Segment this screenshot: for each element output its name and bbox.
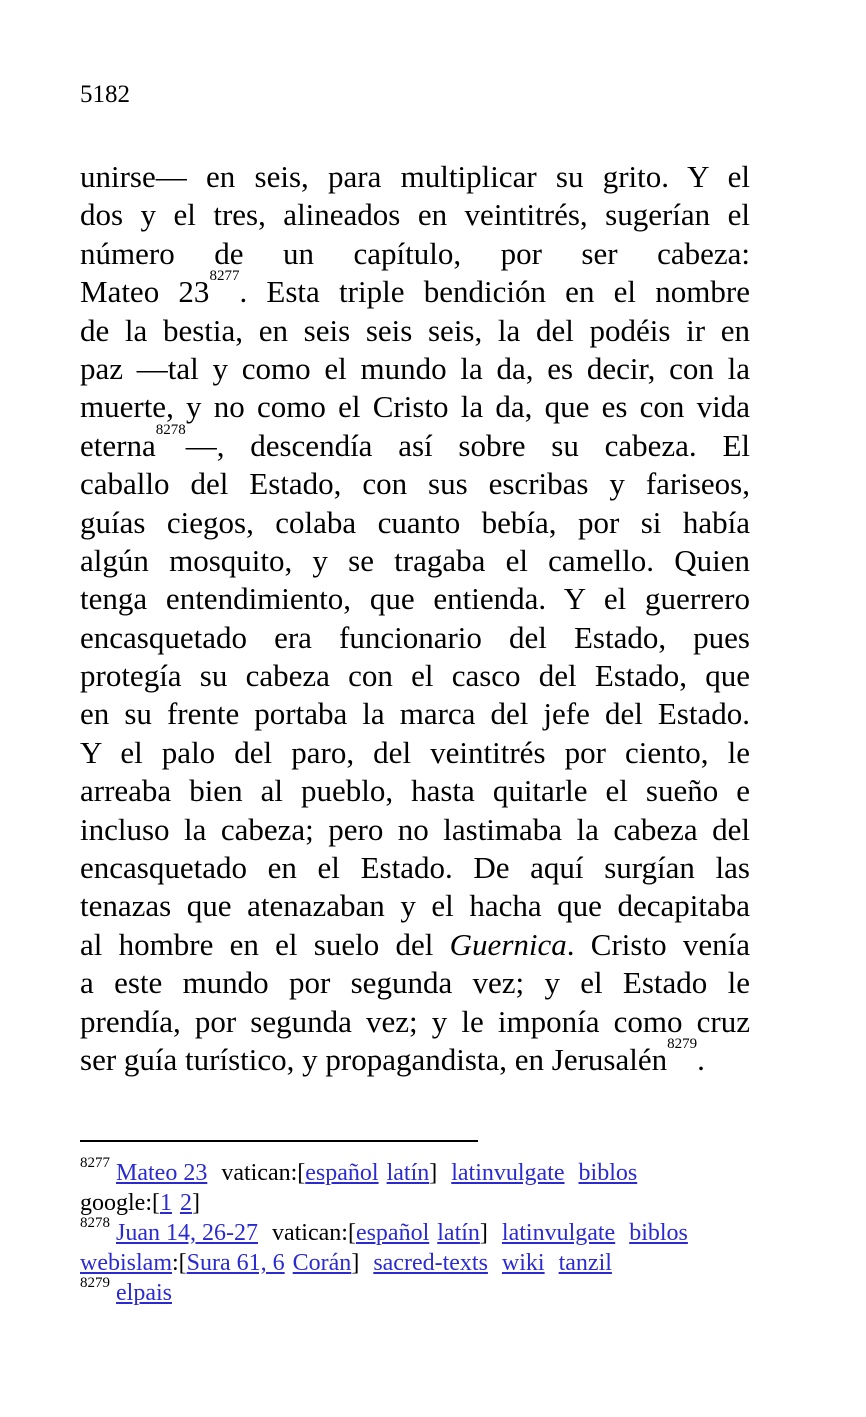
link-tanzil[interactable]: tanzil — [558, 1250, 612, 1276]
footnote-8277 — [80, 1155, 780, 1188]
text-fragment: al hombre en el suelo del — [80, 926, 450, 962]
text-line: de la bestia, en seis seis seis, la del podéis ir en — [80, 312, 750, 348]
text-line: a este mundo por segunda vez; y el Estado le — [80, 965, 750, 1001]
link-wiki[interactable]: wiki — [501, 1250, 545, 1276]
footnote-ref-8277: 8277 — [209, 268, 240, 285]
text-line: unirse— en seis, para multiplicar su grito. Y el — [80, 159, 750, 194]
link-biblos[interactable]: biblos — [578, 1160, 638, 1186]
link-sura-61[interactable]: Sura 61, 6 — [186, 1250, 285, 1276]
footnote-8278-islam — [80, 1248, 780, 1278]
link-vatican-espanol[interactable]: español — [305, 1160, 379, 1186]
bracket-close: ] — [479, 1220, 488, 1246]
footnote-8277-google — [80, 1188, 780, 1218]
footnotes — [80, 1155, 780, 1308]
text-line: en su frente portaba la marca del jefe del Estado. — [80, 696, 750, 732]
link-sacred-texts[interactable]: sacred-texts — [373, 1250, 488, 1276]
link-coran[interactable]: Corán — [292, 1250, 352, 1276]
text-line: guías ciegos, colaba cuanto bebía, por si había — [80, 504, 750, 540]
footnote-8278 — [80, 1215, 780, 1248]
link-vatican-latin[interactable]: latín — [437, 1220, 480, 1246]
google-label: google:[ — [80, 1190, 160, 1216]
bracket-close: ] — [351, 1250, 360, 1276]
text-fragment: Mateo 23 — [80, 274, 210, 310]
vatican-label: vatican:[ — [221, 1160, 306, 1186]
body-paragraph — [80, 158, 750, 1079]
text-fragment: . — [697, 1041, 705, 1077]
link-google-1[interactable]: 1 — [159, 1190, 172, 1216]
page-number: 5182 — [80, 81, 130, 108]
text-line: muerte, y no como el Cristo la da, que es con vida — [80, 389, 750, 425]
link-juan-14[interactable]: Juan 14, 26-27 — [116, 1220, 258, 1246]
text-line — [80, 268, 750, 311]
text-fragment: . Cristo venía — [566, 926, 750, 962]
footnote-number: 8279 — [80, 1275, 110, 1291]
text-fragment: eterna — [80, 427, 156, 463]
text-fragment: —, descendía así sobre su cabeza. El — [185, 427, 750, 463]
link-vatican-latin[interactable]: latín — [386, 1160, 430, 1186]
link-latinvulgate[interactable]: latinvulgate — [451, 1160, 565, 1186]
vatican-label: vatican:[ — [271, 1220, 356, 1246]
footnote-divider — [80, 1140, 478, 1142]
text-fragment: ser guía turístico, y propagandista, en Jerusalén — [80, 1041, 668, 1077]
text-line: tenazas que atenazaban y el hacha que decapitaba — [80, 888, 750, 924]
footnote-number: 8277 — [80, 1155, 110, 1171]
bracket-close: ] — [191, 1190, 200, 1216]
text-fragment: . Esta triple bendición en el nombre — [239, 274, 750, 310]
link-vatican-espanol[interactable]: español — [355, 1220, 430, 1246]
text-line: encasquetado era funcionario del Estado, pues — [80, 619, 750, 655]
text-line: algún mosquito, y se tragaba el camello. Quien — [80, 542, 750, 578]
footnote-8279 — [80, 1275, 780, 1308]
text-line: Y el palo del paro, del veintitrés por ciento, le — [80, 734, 750, 770]
bracket-close: ] — [429, 1160, 438, 1186]
text-line: encasquetado en el Estado. De aquí surgían las — [80, 850, 750, 886]
text-line — [80, 1035, 750, 1079]
text-line — [80, 926, 750, 964]
link-webislam[interactable]: webislam — [80, 1250, 172, 1276]
text-line: incluso la cabeza; pero no lastimaba la cabeza del — [80, 811, 750, 847]
link-mateo-23[interactable]: Mateo 23 — [116, 1160, 208, 1186]
italic-title: Guernica — [449, 926, 567, 962]
text-line: paz —tal y como el mundo la da, es decir, con la — [80, 350, 750, 386]
text-line: tenga entendimiento, que entienda. Y el guerrero — [80, 581, 750, 617]
link-google-2[interactable]: 2 — [179, 1190, 192, 1216]
text-line: prendía, por segunda vez; y le imponía como cruz — [80, 1003, 750, 1039]
text-line: protegía su cabeza con el casco del Estado, que — [80, 658, 750, 694]
text-line: número de un capítulo, por ser cabeza: — [80, 235, 750, 271]
footnote-ref-8278: 8278 — [155, 421, 186, 438]
footnote-number: 8278 — [80, 1215, 110, 1231]
text-line: caballo del Estado, con sus escribas y fariseos, — [80, 466, 750, 502]
text-line: dos y el tres, alineados en veintitrés, sugerían el — [80, 197, 750, 233]
text-line: arreaba bien al pueblo, hasta quitarle el sueño e — [80, 773, 750, 809]
text-line — [80, 421, 750, 465]
link-latinvulgate[interactable]: latinvulgate — [501, 1220, 616, 1246]
bracket-open: :[ — [171, 1250, 187, 1276]
link-elpais[interactable]: elpais — [116, 1280, 172, 1306]
footnote-ref-8279: 8279 — [667, 1035, 698, 1052]
link-biblos[interactable]: biblos — [629, 1220, 688, 1246]
